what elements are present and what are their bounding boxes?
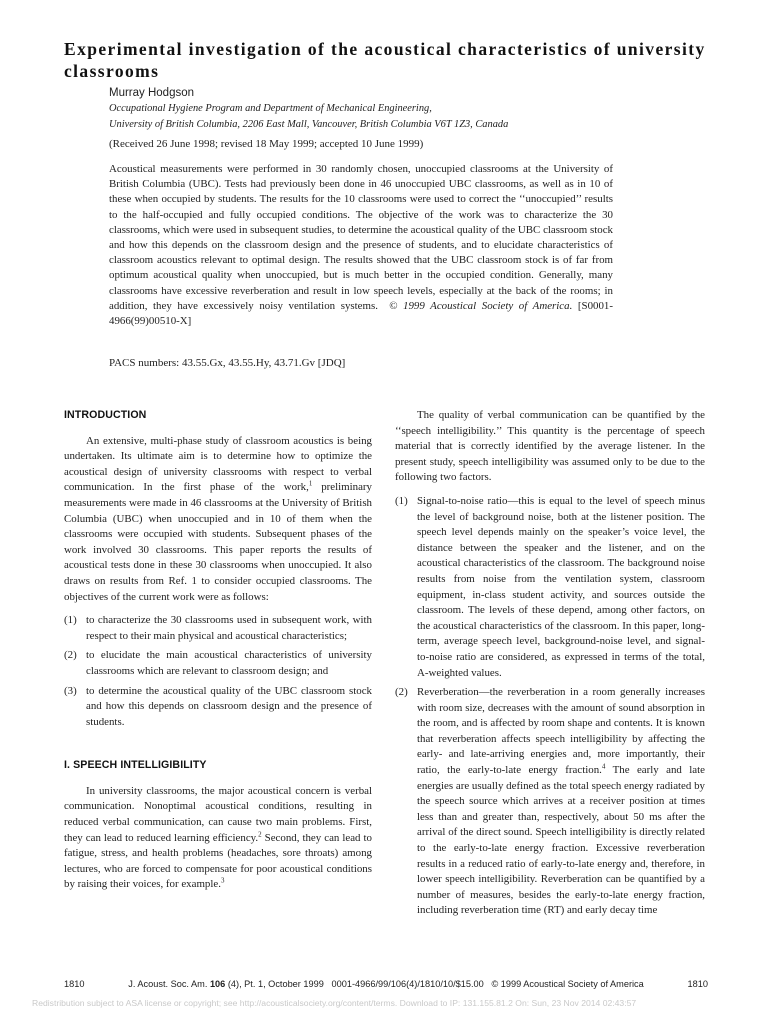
quality-paragraph: The quality of verbal communication can be quantified by the ‘‘speech intelligibility.’’ This quantity is the percentage of speech material that is correctly identified by the average listener. In the present study, speech intelligibility was assumed only to be due to the following two factors. — [395, 409, 705, 484]
affiliation — [109, 101, 669, 133]
list-item-text-b: The early and late energies are usually defined as the total speech energy radiated by the speech source which arrives at a receiver position at times less than and greater than, respectively, about 50 ms after the arrival of the direct sound. Speech intelligibility is directly related to the early-to-late energy fraction. Excessive reverberation results in a reduced ratio of early-to-late energy and, therefore, in lower speech intelligibility. Reverberation can be quantified by a number of measures, besides the early-to-late energy fraction, including reverberation time (RT) and early decay time — [417, 764, 705, 917]
affiliation-line-2: University of British Columbia, 2206 East Mall, Vancouver, British Columbia V6T 1Z3, Canada — [109, 119, 509, 130]
list-item-text: to elucidate the main acoustical characteristics of university classrooms which are relevant to classroom design; and — [86, 649, 372, 677]
redistribution-notice: Redistribution subject to ASA license or copyright; see http://acousticalsociety.org/content/terms. Download to IP: 131.155.81.2 On: Sun, 23 Nov 2014 02:43:57 — [32, 998, 637, 1008]
list-item — [64, 613, 372, 644]
objectives-list — [64, 613, 372, 730]
list-number: (2) — [64, 649, 77, 662]
page-footer — [64, 979, 708, 989]
received-dates: (Received 26 June 1998; revised 18 May 1999; accepted 10 June 1999) — [109, 138, 424, 150]
ref-1: 1 — [308, 479, 313, 488]
section-spacer — [64, 734, 372, 758]
list-item-text: Signal-to-noise ratio—this is equal to the level of speech minus the level of background noise, both at the listener position. The speech level depends mainly on the speaker’s voice level, the distance between the speaker and the listener, and on the acoustical characteristics of the classroom. The background noise results from noise from the ventilation system, classroom equipment, in-class student activity, and sources outside the classroom. The levels of these depend, among other factors, on the acoustical characteristics of the classroom. In this paper, long-term, average speech level, background-noise level, and signal-to-noise ratio are considered, as expressed in terms of the total, A-weighted values. — [417, 494, 705, 679]
journal-code: 0001-4966/99/106(4)/1810/10/$15.00 — [331, 979, 484, 989]
list-number: (1) — [64, 614, 77, 627]
ref-4: 4 — [601, 762, 606, 771]
pacs-numbers: PACS numbers: 43.55.Gx, 43.55.Hy, 43.71.Gv [JDQ] — [109, 357, 346, 369]
footer-citation — [128, 979, 644, 989]
list-number: (3) — [64, 684, 77, 697]
list-number: (1) — [395, 494, 408, 507]
list-item-text-a: Reverberation—the reverberation in a room generally increases with room size, decreases with the amount of sound absorption in the room, and is affected by room shape and contents. It is known that reverberation affects speech intelligibility by affecting the early- and late-arriving energies and, more importantly, their ratio, the early-to-late energy fraction. — [417, 686, 705, 777]
affiliation-line-1: Occupational Hygiene Program and Department of Mechanical Engineering, — [109, 103, 432, 114]
paper-title: Experimental investigation of the acoustical characteristics of university classrooms — [64, 39, 706, 81]
footer-copyright: © 1999 Acoustical Society of America — [491, 979, 644, 989]
factors-list — [395, 494, 705, 919]
list-item — [395, 685, 705, 919]
right-column — [395, 408, 705, 923]
journal-issue: (4), Pt. 1, October 1999 — [225, 979, 324, 989]
abstract — [109, 162, 613, 329]
list-number: (2) — [395, 686, 408, 699]
abstract-copyright: © 1999 Acoustical Society of America. — [389, 299, 573, 312]
list-item — [395, 494, 705, 681]
page-number-right: 1810 — [687, 979, 708, 989]
section-heading-speech-intelligibility: I. SPEECH INTELLIGIBILITY — [64, 759, 207, 772]
page-number-left: 1810 — [64, 979, 85, 989]
list-item — [64, 684, 372, 731]
journal-name: J. Acoust. Soc. Am. — [128, 979, 208, 989]
ref-2: 2 — [258, 830, 262, 839]
author-name: Murray Hodgson — [109, 87, 195, 99]
speech-paragraph — [64, 784, 372, 893]
list-item — [64, 648, 372, 679]
journal-volume: 106 — [209, 979, 226, 989]
section-heading-introduction: INTRODUCTION — [64, 409, 147, 421]
abstract-body: Acoustical measurements were performed in 30 randomly chosen, unoccupied classrooms at the University of British Columbia (UBC). Tests had previously been done in 46 unoccupied UBC classrooms, as well as in 10 of these when occupied by students. The results for the 10 classrooms were used to correct the ‘‘unoccupied’’ results to the half-occupied and fully occupied conditions. The objective of the work was to characterize the 30 classrooms, which were used in subsequent studies, to determine the acoustical quality of the UBC classroom stock and how this depends on the classroom design and the presence of students, and to elucidate characteristics of classroom acoustics relevant to optimal design. The results showed that the UBC classroom stock is of far from optimum acoustical quality when unoccupied, but is much better in the occupied condition. Generally, many classrooms have excessive reverberation and result in low speech levels, especially at the back of the rooms; in addition, they have excessively noisy ventilation systems. — [109, 163, 613, 312]
intro-text-a: An extensive, multi-phase study of classroom acoustics is being undertaken. Its ultimate aim is to determine how to optimize the acoustical design of university classrooms with respect to verbal communication. In the first phase of the work, — [64, 434, 372, 494]
left-column — [64, 408, 372, 893]
speech-text-b: Second, they can lead to fatigue, stress, and health problems (headaches, sore throats) among lectures, who are forced to compensate for poor acoustical conditions by raising their voices, for example. — [64, 831, 372, 891]
intro-paragraph — [64, 434, 372, 606]
speech-text-a: In university classrooms, the major acoustical concern is verbal communication. Nonoptimal acoustical conditions, resulting in reduced verbal communication, can cause two main problems. First, they can lead to reduced learning efficiency. — [64, 784, 372, 844]
abstract-code: [S0001-4966(99)00510-X] — [109, 299, 613, 328]
ref-3: 3 — [220, 876, 225, 885]
list-item-text: to characterize the 30 classrooms used in subsequent work, with respect to their main physical and acoustical characteristics; — [86, 614, 372, 642]
list-item-text: to determine the acoustical quality of the UBC classroom stock and how this depends on classroom design and the presence of students. — [86, 684, 372, 728]
intro-text-b: preliminary measurements were made in 46 classrooms at the University of British Columbia (UBC) when unoccupied and in 10 of them when the classrooms were occupied with students. Subsequent phases of the work involved 30 classrooms. This paper reports the results of acoustical tests done in these 30 classrooms when unoccupied. It also draws on results from Ref. 1 to consider occupied classrooms. The objectives of the current work were as follows: — [64, 481, 372, 603]
